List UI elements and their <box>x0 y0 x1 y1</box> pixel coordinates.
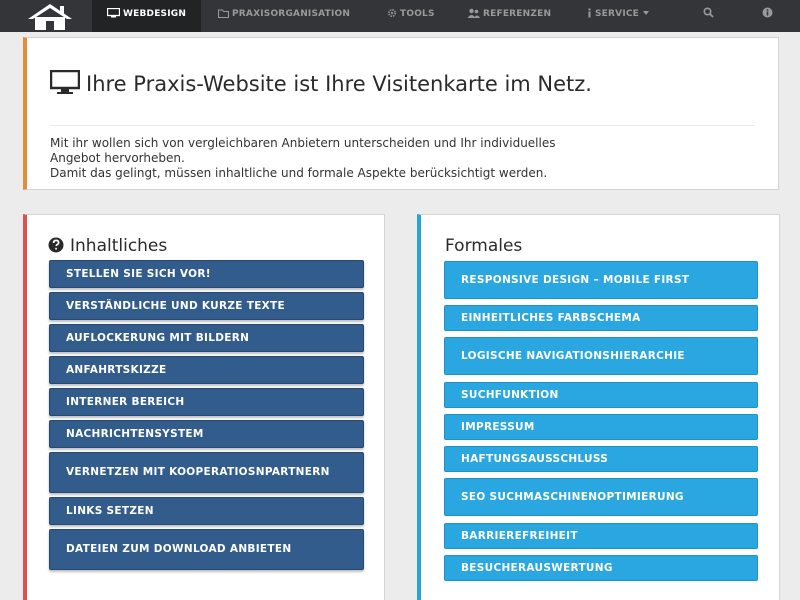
formal-button-impressum[interactable] <box>444 414 758 440</box>
button-label: IMPRESSUM <box>461 420 535 433</box>
inhaltliches-title <box>48 236 167 256</box>
search-icon <box>703 7 714 18</box>
top-navbar <box>0 0 800 32</box>
inhalt-button-texte[interactable] <box>49 292 364 320</box>
formales-title-text: Formales <box>445 236 523 256</box>
inhalt-button-vorstellen[interactable] <box>49 260 364 288</box>
button-label: LOGISCHE NAVIGATIONSHIERARCHIE <box>461 349 685 362</box>
formales-title <box>445 236 522 256</box>
formal-button-responsive[interactable] <box>444 261 758 299</box>
nav-tools[interactable] <box>387 0 435 32</box>
button-label: HAFTUNGSAUSSCHLUSS <box>461 452 609 465</box>
inhalt-button-links[interactable] <box>49 497 364 525</box>
formal-button-navigation[interactable] <box>444 337 758 375</box>
nav-tools-label: TOOLS <box>400 9 435 19</box>
button-label: EINHEITLICHES FARBSCHEMA <box>461 311 641 324</box>
inhalt-button-download[interactable] <box>49 529 364 570</box>
question-circle-icon <box>48 237 64 253</box>
button-label: INTERNER BEREICH <box>66 395 185 408</box>
inhalt-button-vernetzen[interactable] <box>49 452 364 493</box>
inhalt-button-interner-bereich[interactable] <box>49 388 364 416</box>
formal-button-suchfunktion[interactable] <box>444 382 758 408</box>
intro-title-text: Ihre Praxis-Website ist Ihre Visitenkarte im Netz. <box>86 72 592 96</box>
button-label: STELLEN SIE SICH VOR! <box>66 267 211 280</box>
nav-webdesign[interactable] <box>92 0 201 32</box>
monitor-icon <box>107 8 120 18</box>
monitor-icon <box>50 70 80 94</box>
inhaltliches-panel <box>23 214 385 600</box>
info-circle-icon <box>762 7 773 18</box>
formales-panel <box>417 214 780 600</box>
formal-button-haftungsausschluss[interactable] <box>444 446 758 472</box>
home-icon <box>25 2 75 30</box>
divider <box>50 125 755 126</box>
nav-webdesign-label: WEBDESIGN <box>123 9 187 19</box>
folder-icon <box>218 9 229 18</box>
nav-praxisorganisation[interactable] <box>218 0 350 32</box>
button-label: ANFAHRTSKIZZE <box>66 363 167 376</box>
button-label: SUCHFUNKTION <box>461 388 559 401</box>
search-button[interactable] <box>703 0 717 32</box>
formal-button-besucherauswertung[interactable] <box>444 555 758 581</box>
button-label: DATEIEN ZUM DOWNLOAD ANBIETEN <box>66 543 292 555</box>
button-label: VERSTÄNDLICHE UND KURZE TEXTE <box>66 299 285 312</box>
nav-service-label: SERVICE <box>595 9 640 19</box>
button-label: BARRIEREFREIHEIT <box>461 529 578 542</box>
button-label: SEO SUCHMASCHINENOPTIMIERUNG <box>461 490 684 503</box>
info-icon <box>587 8 592 18</box>
button-label: LINKS SETZEN <box>66 504 154 517</box>
intro-line: Mit ihr wollen sich von vergleichbaren Anbietern unterscheiden und Ihr individuelles <box>50 136 556 150</box>
button-label: RESPONSIVE DESIGN – MOBILE FIRST <box>461 273 690 286</box>
home-link[interactable] <box>25 2 75 32</box>
formal-button-farbschema[interactable] <box>444 305 758 331</box>
button-label: NACHRICHTENSYSTEM <box>66 427 204 440</box>
intro-line: Angebot hervorheben. <box>50 151 185 165</box>
intro-description <box>50 136 770 181</box>
inhalt-button-nachrichtensystem[interactable] <box>49 420 364 448</box>
intro-line: Damit das gelingt, müssen inhaltliche und formale Aspekte berücksichtigt werden. <box>50 166 548 180</box>
inhalt-button-bilder[interactable] <box>49 324 364 352</box>
intro-panel <box>23 37 779 190</box>
button-label: VERNETZEN MIT KOOPERATIOSNPARTNERN <box>66 466 330 478</box>
chevron-down-icon <box>643 11 649 15</box>
formal-button-seo[interactable] <box>444 478 758 516</box>
formal-button-barrierefreiheit[interactable] <box>444 523 758 549</box>
inhalt-button-anfahrtskizze[interactable] <box>49 356 364 384</box>
intro-title <box>50 70 750 96</box>
nav-referenzen-label: REFERENZEN <box>483 9 552 19</box>
info-button[interactable] <box>762 0 776 32</box>
inhaltliches-title-text: Inhaltliches <box>70 236 168 256</box>
nav-service[interactable] <box>587 0 649 32</box>
users-icon <box>467 8 480 18</box>
gear-icon <box>387 8 397 18</box>
button-label: AUFLOCKERUNG MIT BILDERN <box>66 331 250 344</box>
nav-referenzen[interactable] <box>467 0 551 32</box>
nav-praxisorganisation-label: PRAXISORGANISATION <box>232 9 351 19</box>
button-label: BESUCHERAUSWERTUNG <box>461 561 613 574</box>
